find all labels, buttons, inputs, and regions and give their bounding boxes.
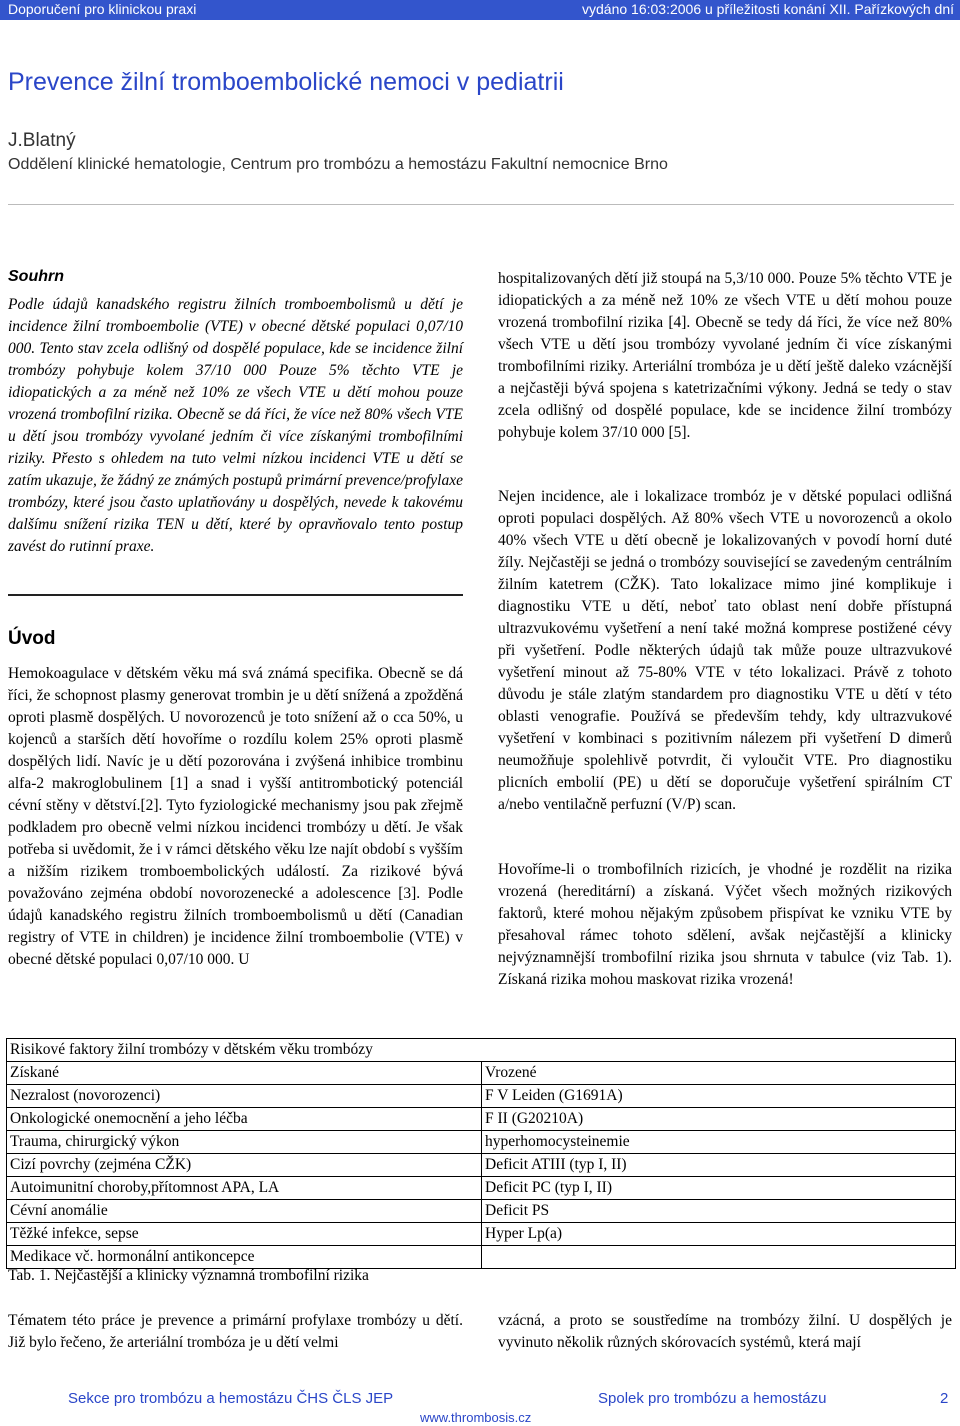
bottom-right-text: vzácná, a proto se soustředíme na trombózy žilní. U dospělých je vyvinuto několik různých skórovacích systémů, která mají — [498, 1312, 952, 1351]
affiliation: Oddělení klinické hematologie, Centrum pro trombózu a hemostázu Fakultní nemocnice Brno — [8, 156, 668, 173]
page-header-bar — [0, 0, 960, 20]
bottom-left-text: Tématem této práce je prevence a primární profylaxe trombózy u dětí. Již bylo řečeno, že arteriální trombóza je u dětí velmi — [8, 1312, 463, 1351]
table-cell: Onkologické onemocnění a jeho léčba — [7, 1108, 482, 1131]
table-cell: Hyper Lp(a) — [482, 1223, 956, 1246]
page-number: 2 — [940, 1390, 949, 1407]
table-header-row — [7, 1062, 956, 1085]
footer-url-link[interactable]: www.thrombosis.cz — [420, 1410, 532, 1425]
right-paragraph-1: hospitalizovaných dětí již stoupá na 5,3/10 000. Pouze 5% těchto VTE je idiopatických a za méně než 10% ze všech VTE u dětí mohou pouze vrozená trombofilní rizika [4]. Obecně se tedy dá říci, že více než 80% všech VTE u dětí jsou trombózy vyvolané jedním či více získanými trombofilními riziky. Arteriální trombóza je u dětí ještě daleko vzácnější a nejčastěji bývá spojena s katetrizačními výkony. Jedná se tedy o stav zcela odlišný od dospělé populace, kde se incidence žilní trombózy pohybuje kolem 37/10 000 [5]. — [498, 270, 952, 441]
table-cell: Deficit ATIII (typ I, II) — [482, 1154, 956, 1177]
footer-right: Spolek pro trombózu a hemostázu — [598, 1390, 827, 1407]
table-caption: Tab. 1. Nejčastější a klinicky významná trombofilní rizika — [8, 1267, 369, 1284]
table-row — [7, 1177, 956, 1200]
table-row — [7, 1246, 956, 1269]
right-paragraph-3: Hovoříme-li o trombofilních rizicích, je vhodné je rozdělit na rizika vrozená (hereditární) a získaná. Výčet všech možných rizikových faktorů, které mohou nějakým způsobem přispívat ke vzniku VTE by přesahoval rámec tohoto sdělení, avšak nejčastější a klinicky nejvýznamnější trombofilní rizika jsou shrnuta v tabulce (viz Tab. 1). Získaná rizika mohou maskovat rizika vrozená! — [498, 861, 952, 988]
divider — [8, 204, 954, 205]
table-cell: Deficit PC (typ I, II) — [482, 1177, 956, 1200]
table-row — [7, 1131, 956, 1154]
table-cell: hyperhomocysteinemie — [482, 1131, 956, 1154]
table-title: Risikové faktory žilní trombózy v dětském věku trombózy — [7, 1039, 956, 1062]
col-header-vrozene: Vrozené — [482, 1062, 956, 1085]
table-title-row — [7, 1039, 956, 1062]
right-paragraph-2: Nejen incidence, ale i lokalizace trombóz je v dětské populaci odlišná oproti populaci dospělých. Až 80% všech VTE u novorozenců a okolo 40% všech VTE u dětí obecně je lokalizovaných v povodí horní duté žíly. Nejčastěji se jedná o trombózy související se zavedeným centrálním žilním katetrem (CŽK). Tato lokalizace mimo jiné komplikuje i diagnostiku VTE u dětí, neboť tato oblast není dobře přístupná ultrazvukovému vyšetření a není také možná komprese postižené cévy při vyšetření. Podle některých údajů tak může pouze ultrazvukové vyšetření minout až 75-80% VTE v této lokalizaci. Právě z tohoto důvodu je stále zlatým standardem pro diagnostiku VTE u dětí v této oblasti venografie. Používá se především tehdy, kdy ultrazvukové vyšetření v kombinaci s pozitivním nálezem při vyšetření D dimerů neumožňuje spolehlivě potvrdit, či vyloučit VTE. Pro diagnostiku plicních embolií (PE) u dětí se doporučuje vyšetření spirálním CT a/nebo ventilačně perfuzní (V/P) scan. — [498, 488, 952, 813]
uvod-text: Hemokoagulace v dětském věku má svá známá specifika. Obecně se dá říci, že schopnost plasmy generovat trombin je u dětí snížená a zpožděná oproti plasmě dospělých. U novorozenců je toto snížení až o cca 50%, u kojenců a starších dětí hovoříme o rozdílu kolem 25% oproti plasmě dospělých lidí. Navíc je u dětí pozorována i zvýšená inhibice trombinu alfa-2 makroglobulinem [1] a snad i vyšší antitrombotický potenciál cévní stěny v dětství.[2]. Tyto fyziologické mechanismy jsou pak zřejmě podkladem pro obecně velmi nízkou incidenci trombózy u dětí. Je však potřeba si uvědomit, že i v rámci dětského věku lze najít období s vyšším a nižším rizikem tromboembolických událostí. Za rizikové bývá považováno zejména období novorozenecké a adolescence [3]. Podle údajů kanadského registru žilních tromboembolismů u dětí (Canadian registry of VTE in children) je incidence žilní tromboembolie (VTE) v obecné dětské populaci 0,07/10 000. U — [8, 665, 463, 968]
souhrn-text: Podle údajů kanadského registru žilních tromboembolismů u dětí je incidence žilní tromboembolie (VTE) v obecné dětské populaci 0,07/10 000. Tento stav zcela odlišný od dospělé populace, kde se incidence žilní trombózy pohybuje kolem 37/10 000 Pouze 5% těchto VTE je idiopatických a za méně než 10% ze všech VTE u dětí mohou pouze vrozená trombofilní rizika. Obecně se dá říci, že více než 80% všech VTE u dětí jsou trombózy vyvolané jedním či více získanými trombofilními riziky. Přesto s ohledem na tuto velmi nízkou incidenci VTE u dětí se zatím ukazuje, že žádný ze známých postupů primární prevence/profylaxe trombózy, které jsou často uplatňovány u dospělých, nevede k takovému dalšímu snížení rizika TEN u dětí, které by opravňovalo tento postup zavést do rutinní praxe. — [8, 296, 463, 555]
uvod-heading: Úvod — [8, 628, 56, 649]
page-title: Prevence žilní tromboembolické nemoci v pediatrii — [8, 68, 564, 96]
table-cell: Deficit PS — [482, 1200, 956, 1223]
table-cell: F II (G20210A) — [482, 1108, 956, 1131]
footer-left: Sekce pro trombózu a hemostázu ČHS ČLS JEP — [68, 1390, 394, 1407]
table-cell — [482, 1246, 956, 1269]
table-cell: F V Leiden (G1691A) — [482, 1085, 956, 1108]
table-cell: Cizí povrchy (zejména CŽK) — [7, 1154, 482, 1177]
col-header-ziskane: Získané — [7, 1062, 482, 1085]
table-row — [7, 1154, 956, 1177]
table-cell: Autoimunitní choroby,přítomnost APA, LA — [7, 1177, 482, 1200]
divider — [8, 594, 463, 596]
table-cell: Medikace vč. hormonální antikoncepce — [7, 1246, 482, 1269]
table-cell: Těžké infekce, sepse — [7, 1223, 482, 1246]
table-row — [7, 1085, 956, 1108]
table-cell: Cévní anomálie — [7, 1200, 482, 1223]
table-row — [7, 1200, 956, 1223]
table-cell: Nezralost (novorozenci) — [7, 1085, 482, 1108]
table-cell: Trauma, chirurgický výkon — [7, 1131, 482, 1154]
header-right: vydáno 16:03:2006 u příležitosti konání XII. Pařízkových dní — [582, 1, 954, 17]
risk-table — [6, 1038, 956, 1269]
souhrn-heading: Souhrn — [8, 268, 64, 285]
table-row — [7, 1223, 956, 1246]
author: J.Blatný — [8, 130, 76, 151]
header-left: Doporučení pro klinickou praxi — [8, 1, 197, 17]
table-row — [7, 1108, 956, 1131]
